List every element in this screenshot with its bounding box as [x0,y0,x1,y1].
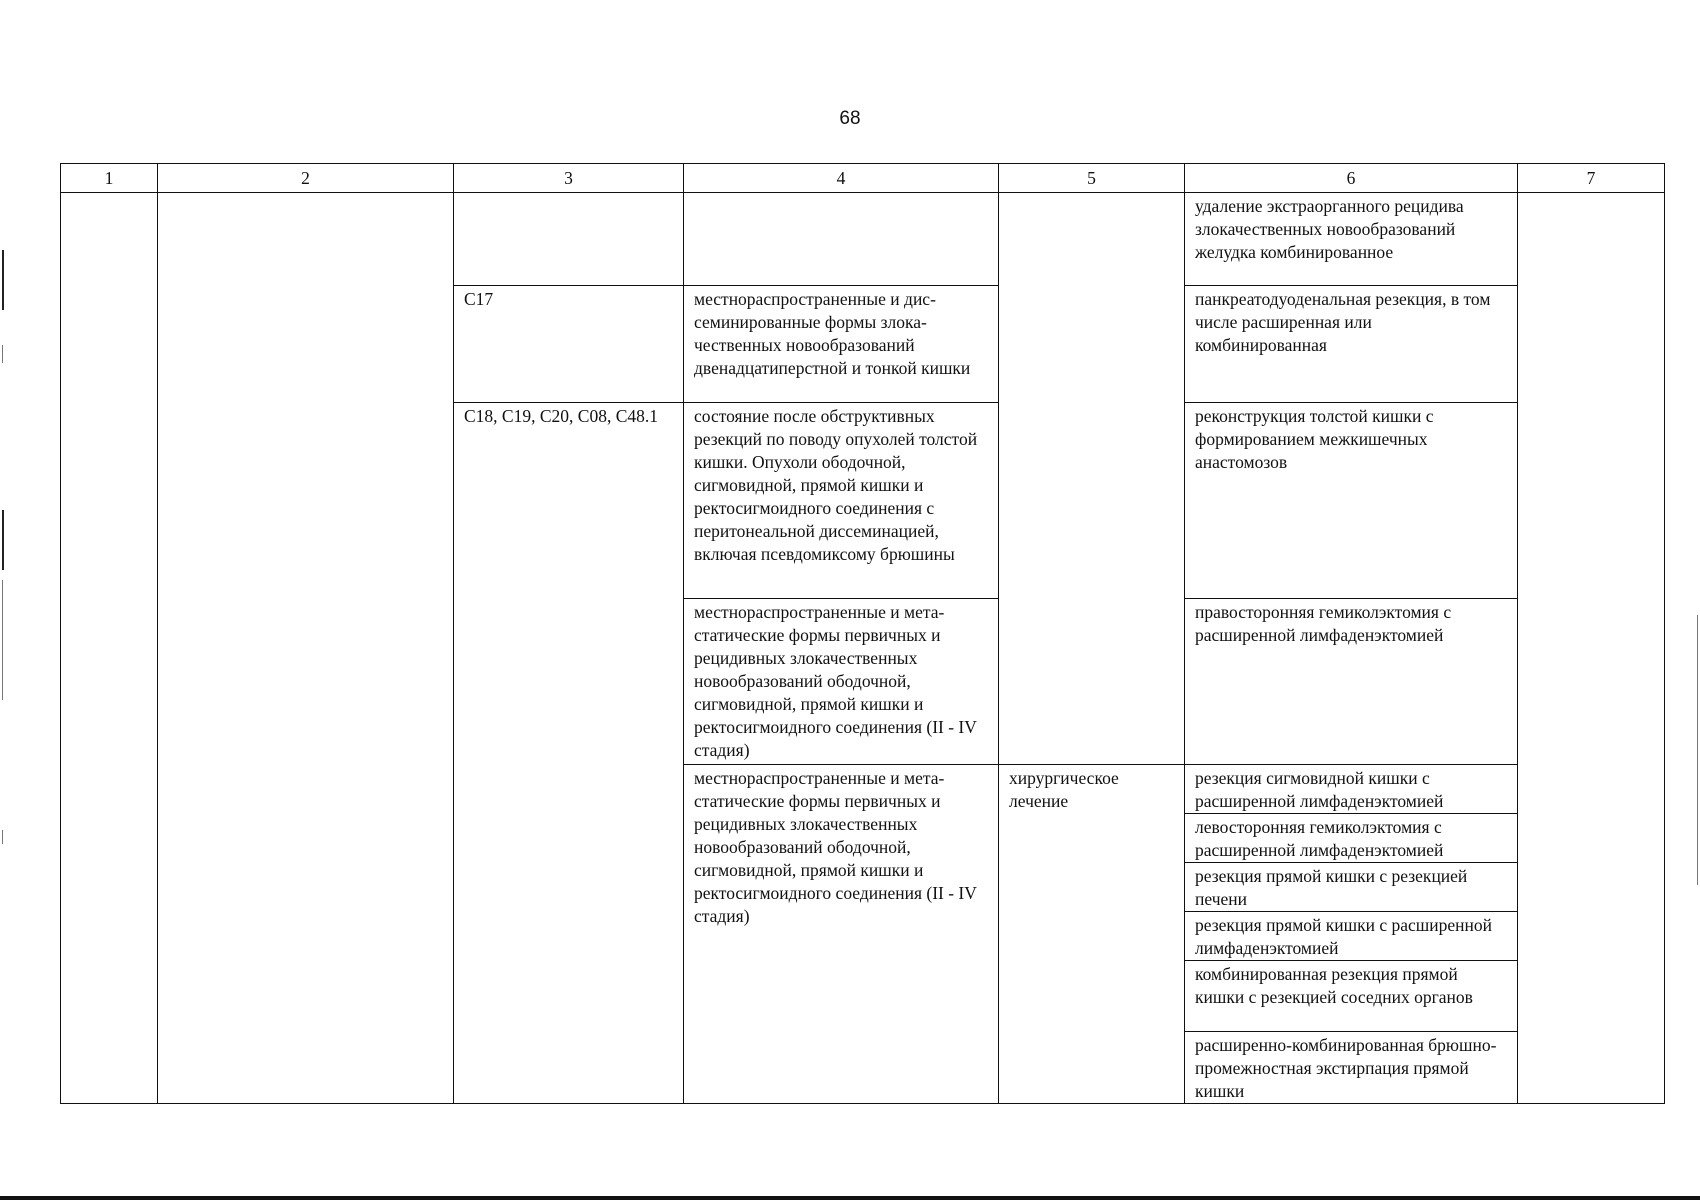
procedure-cell: панкреатодуоденальная резекция, в том числе расширенная или комбинированная [1185,286,1518,403]
column-header-3: 3 [454,164,684,193]
cell-condition-empty [684,193,999,286]
cell-col-2 [158,193,454,1104]
scan-margin-mark [2,345,3,363]
procedure-cell: расширенно-комбинированная брюшно-промежностная экстирпация прямой кишки [1185,1032,1518,1104]
scan-margin-mark [2,580,3,700]
cell-col-7 [1518,193,1665,1104]
procedures-table [60,163,1665,1104]
condition-cell: местнораспространенные и дис-семинированные формы злока-чественных новообразований двенадцатиперстной и тонкой кишки [684,286,999,403]
procedure-cell: правосторонняя гемиколэктомия с расширенной лимфаденэктомией [1185,599,1518,765]
scan-bottom-edge [0,1196,1700,1200]
cell-treatment-empty [999,193,1185,765]
procedure-cell: реконструкция толстой кишки с формированием межкишечных анастомозов [1185,403,1518,599]
procedure-cell: резекция прямой кишки с резекцией печени [1185,863,1518,912]
code-cell: С18, С19, С20, С08, С48.1 [454,403,684,1104]
table-row [61,193,1665,286]
column-header-2: 2 [158,164,454,193]
page-number: 68 [839,108,861,129]
column-header-7: 7 [1518,164,1665,193]
procedure-cell: удаление экстраорганного рецидива злокачественных новообразований желудка комбинированное [1185,193,1518,286]
scan-margin-mark [2,830,3,844]
condition-cell: местнораспространенные и мета-статические формы первичных и рецидивных злокачественных новообразований ободочной, сигмовидной, прямой кишки и ректосигмоидного соединения (II - IV стадия) [684,599,999,765]
treatment-cell: хирургическое лечение [999,765,1185,1104]
column-header-1: 1 [61,164,158,193]
column-header-4: 4 [684,164,999,193]
procedure-cell: левосторонняя гемиколэктомия с расширенной лимфаденэктомией [1185,814,1518,863]
column-number-row [61,164,1665,193]
column-header-6: 6 [1185,164,1518,193]
scan-margin-mark [2,510,4,570]
procedure-cell: комбинированная резекция прямой кишки с резекцией соседних органов [1185,961,1518,1032]
cell-code-empty [454,193,684,286]
cell-col-1 [61,193,158,1104]
scan-margin-mark [1697,615,1698,885]
column-header-5: 5 [999,164,1185,193]
procedure-cell: резекция сигмовидной кишки с расширенной лимфаденэктомией [1185,765,1518,814]
condition-cell: состояние после обструктивных резекций по поводу опухолей толстой кишки. Опухоли ободочной, сигмовидной, прямой кишки и ректосигмоидного соединения с перитонеальной диссеминацией, включая псевдомиксому брюшины [684,403,999,599]
condition-cell: местнораспространенные и мета-статические формы первичных и рецидивных злокачественных новообразований ободочной, сигмовидной, прямой кишки и ректосигмоидного соединения (II - IV стадия) [684,765,999,1104]
scan-margin-mark [2,250,4,310]
procedure-cell: резекция прямой кишки с расширенной лимфаденэктомией [1185,912,1518,961]
code-cell: С17 [454,286,684,403]
